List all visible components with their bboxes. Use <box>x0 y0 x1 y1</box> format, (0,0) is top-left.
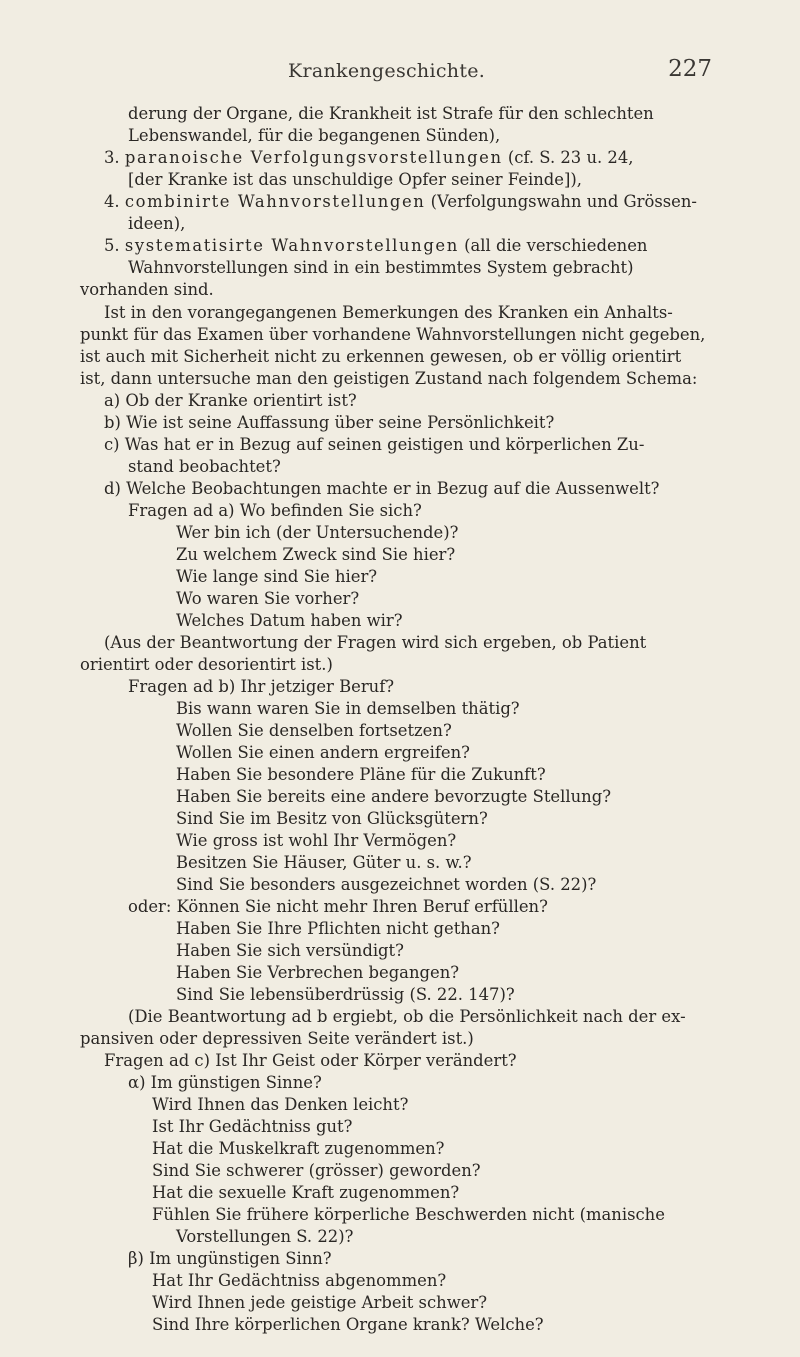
text-line <box>176 918 500 940</box>
spaced-emphasis: systematisirte Wahnvorstellungen <box>124 236 459 255</box>
line-text: Sind Sie schwerer (grösser) geworden? <box>152 1161 481 1180</box>
text-line <box>80 324 705 346</box>
text-line <box>176 1226 353 1248</box>
text-line <box>104 191 697 213</box>
line-text: Lebenswandel, für die begangenen Sünden), <box>128 126 501 145</box>
text-line <box>176 808 488 830</box>
line-text: Hat die Muskelkraft zugenommen? <box>152 1139 445 1158</box>
text-line <box>176 962 459 984</box>
line-text: ist, dann untersuche man den geistigen Zustand nach folgendem Schema: <box>80 369 698 388</box>
line-text: (Aus der Beantwortung der Fragen wird sich ergeben, ob Patient <box>104 633 647 652</box>
line-text: Hat die sexuelle Kraft zugenommen? <box>152 1183 460 1202</box>
line-text: Haben Sie Verbrechen begangen? <box>176 963 460 982</box>
text-line <box>128 500 422 522</box>
text-line <box>176 544 455 566</box>
text-line <box>176 742 470 764</box>
text-line <box>152 1160 481 1182</box>
line-text: oder: Können Sie nicht mehr Ihren Beruf erfüllen? <box>128 897 548 916</box>
text-line <box>128 257 634 279</box>
line-text: Fragen ad c) Ist Ihr Geist oder Körper verändert? <box>104 1051 517 1070</box>
text-line <box>128 1006 686 1028</box>
line-text: d) Welche Beobachtungen machte er in Bezug auf die Aussenwelt? <box>104 479 660 498</box>
text-line <box>128 676 394 698</box>
line-text: α) Im günstigen Sinne? <box>128 1073 322 1092</box>
line-text: Wo waren Sie vorher? <box>176 589 360 608</box>
text-line <box>80 368 697 390</box>
line-text: Sind Sie besonders ausgezeichnet worden (S. 22)? <box>176 875 597 894</box>
line-text: punkt für das Examen über vorhandene Wahnvorstellungen nicht gegeben, <box>80 325 706 344</box>
text-line <box>80 654 333 676</box>
list-number: 5. <box>104 236 125 255</box>
running-title: Krankengeschichte. <box>288 60 486 82</box>
line-text: c) Was hat er in Bezug auf seinen geistigen und körperlichen Zu- <box>104 435 645 454</box>
text-line <box>176 698 520 720</box>
line-text: Wer bin ich (der Untersuchende)? <box>176 523 459 542</box>
text-line <box>80 346 681 368</box>
line-text: Vorstellungen S. 22)? <box>176 1227 354 1246</box>
text-line <box>176 588 359 610</box>
text-line <box>152 1314 544 1336</box>
line-text: Haben Sie bereits eine andere bevorzugte Stellung? <box>176 787 611 806</box>
line-text: Zu welchem Zweck sind Sie hier? <box>176 545 456 564</box>
text-line <box>128 456 281 478</box>
text-line <box>176 522 458 544</box>
text-line <box>80 279 214 301</box>
text-line <box>176 984 515 1006</box>
text-line <box>104 632 646 654</box>
text-line <box>104 1050 517 1072</box>
line-text: Ist Ihr Gedächtniss gut? <box>152 1117 353 1136</box>
line-text: derung der Organe, die Krankheit ist Strafe für den schlechten <box>128 104 654 123</box>
text-line <box>104 478 659 500</box>
line-text: Haben Sie besondere Pläne für die Zukunft? <box>176 765 546 784</box>
page-number: 227 <box>668 56 712 82</box>
line-text: β) Im ungünstigen Sinn? <box>128 1249 332 1268</box>
text-line <box>176 874 596 896</box>
text-line <box>152 1116 352 1138</box>
line-text: Haben Sie Ihre Pflichten nicht gethan? <box>176 919 500 938</box>
line-text: (cf. S. 23 u. 24, <box>502 148 634 167</box>
line-text: Besitzen Sie Häuser, Güter u. s. w.? <box>176 853 472 872</box>
line-text: Wie gross ist wohl Ihr Vermögen? <box>176 831 457 850</box>
line-text: stand beobachtet? <box>128 457 281 476</box>
text-line <box>176 852 472 874</box>
text-line <box>128 1248 332 1270</box>
line-text: (Die Beantwortung ad b ergiebt, ob die Persönlichkeit nach der ex- <box>128 1007 686 1026</box>
text-line <box>104 412 554 434</box>
text-line <box>104 147 634 169</box>
line-text: Wahnvorstellungen sind in ein bestimmtes System gebracht) <box>128 258 634 277</box>
text-line <box>152 1270 446 1292</box>
page-header <box>0 56 800 86</box>
line-text: Ist in den vorangegangenen Bemerkungen des Kranken ein Anhalts- <box>104 303 673 322</box>
text-line <box>104 390 357 412</box>
line-text: Welches Datum haben wir? <box>176 611 403 630</box>
line-text: Wie lange sind Sie hier? <box>176 567 378 586</box>
line-text: (all die verschiedenen <box>458 236 648 255</box>
line-text: Fühlen Sie frühere körperliche Beschwerden nicht (manische <box>152 1205 665 1224</box>
text-line <box>176 610 403 632</box>
list-number: 3. <box>104 148 125 167</box>
text-line <box>176 720 452 742</box>
line-text: Wollen Sie denselben fortsetzen? <box>176 721 452 740</box>
line-text: a) Ob der Kranke orientirt ist? <box>104 391 357 410</box>
text-line <box>128 169 582 191</box>
line-text: ideen), <box>128 214 186 233</box>
text-line <box>80 1028 474 1050</box>
text-line <box>176 566 377 588</box>
line-text: b) Wie ist seine Auffassung über seine Persönlichkeit? <box>104 413 555 432</box>
line-text: Sind Ihre körperlichen Organe krank? Welche? <box>152 1315 544 1334</box>
line-text: Wollen Sie einen andern ergreifen? <box>176 743 470 762</box>
text-line <box>104 302 673 324</box>
text-line <box>152 1094 408 1116</box>
line-text: pansiven oder depressiven Seite verändert ist.) <box>80 1029 474 1048</box>
text-line <box>152 1204 665 1226</box>
line-text: vorhanden sind. <box>80 280 214 299</box>
line-text: orientirt oder desorientirt ist.) <box>80 655 333 674</box>
text-line <box>128 896 548 918</box>
line-text: Sind Sie im Besitz von Glücksgütern? <box>176 809 488 828</box>
line-text: (Verfolgungswahn und Grössen- <box>425 192 697 211</box>
list-number: 4. <box>104 192 125 211</box>
line-text: Bis wann waren Sie in demselben thätig? <box>176 699 520 718</box>
text-line <box>128 1072 322 1094</box>
line-text: Wird Ihnen das Denken leicht? <box>152 1095 409 1114</box>
text-line <box>128 125 500 147</box>
spaced-emphasis: paranoische Verfolgungsvorstellungen <box>124 148 503 167</box>
text-line <box>176 830 456 852</box>
text-line <box>152 1138 444 1160</box>
text-line <box>152 1292 487 1314</box>
text-line <box>152 1182 459 1204</box>
text-line <box>176 764 546 786</box>
line-text: Sind Sie lebensüberdrüssig (S. 22. 147)? <box>176 985 515 1004</box>
line-text: Hat Ihr Gedächtniss abgenommen? <box>152 1271 447 1290</box>
text-line <box>104 434 644 456</box>
text-line <box>128 213 185 235</box>
text-line <box>176 940 404 962</box>
spaced-emphasis: combinirte Wahnvorstellungen <box>124 192 426 211</box>
line-text: Wird Ihnen jede geistige Arbeit schwer? <box>152 1293 488 1312</box>
text-line <box>104 235 647 257</box>
line-text: Haben Sie sich versündigt? <box>176 941 404 960</box>
text-line <box>176 786 611 808</box>
line-text: Fragen ad b) Ihr jetziger Beruf? <box>128 677 395 696</box>
text-line <box>128 103 654 125</box>
line-text: Fragen ad a) Wo befinden Sie sich? <box>128 501 422 520</box>
line-text: [der Kranke ist das unschuldige Opfer seiner Feinde]), <box>128 170 582 189</box>
line-text: ist auch mit Sicherheit nicht zu erkennen gewesen, ob er völlig orientirt <box>80 347 682 366</box>
